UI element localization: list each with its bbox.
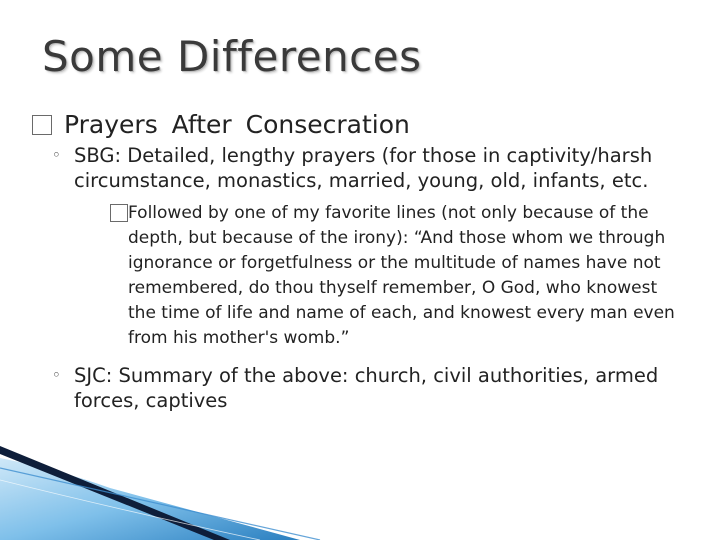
bullet-sjc (52, 363, 700, 413)
slide-title: Some Differences (42, 32, 422, 81)
square-bullet-icon (32, 115, 52, 135)
circle-bullet-icon: ◦ (52, 146, 61, 164)
bullet-prayers-after-consecration (32, 109, 700, 141)
bullet-sbg (52, 143, 700, 193)
slide-content (32, 109, 700, 413)
circle-bullet-icon: ◦ (52, 366, 61, 384)
square-bullet-icon (110, 204, 128, 222)
decorative-swoosh (0, 440, 720, 540)
bullet-text: Followed by one of my favorite lines (not only because of the depth, but because of the irony): “And those whom we through ignorance or forgetfulness or the multitude of names have not remembered, do thou thyself remember, O God, who knowest the time of life and name of each, and knowest every man even from his mother's womb.” (128, 203, 675, 348)
bullet-text: SJC: Summary of the above: church, civil authorities, armed forces, captives (74, 364, 659, 412)
bullet-followed-by-quote (110, 201, 700, 351)
bullet-text: Prayers After Consecration (64, 110, 410, 139)
bullet-text: SBG: Detailed, lengthy prayers (for those in captivity/harsh circumstance, monastics, married, young, old, infants, etc. (74, 144, 653, 192)
